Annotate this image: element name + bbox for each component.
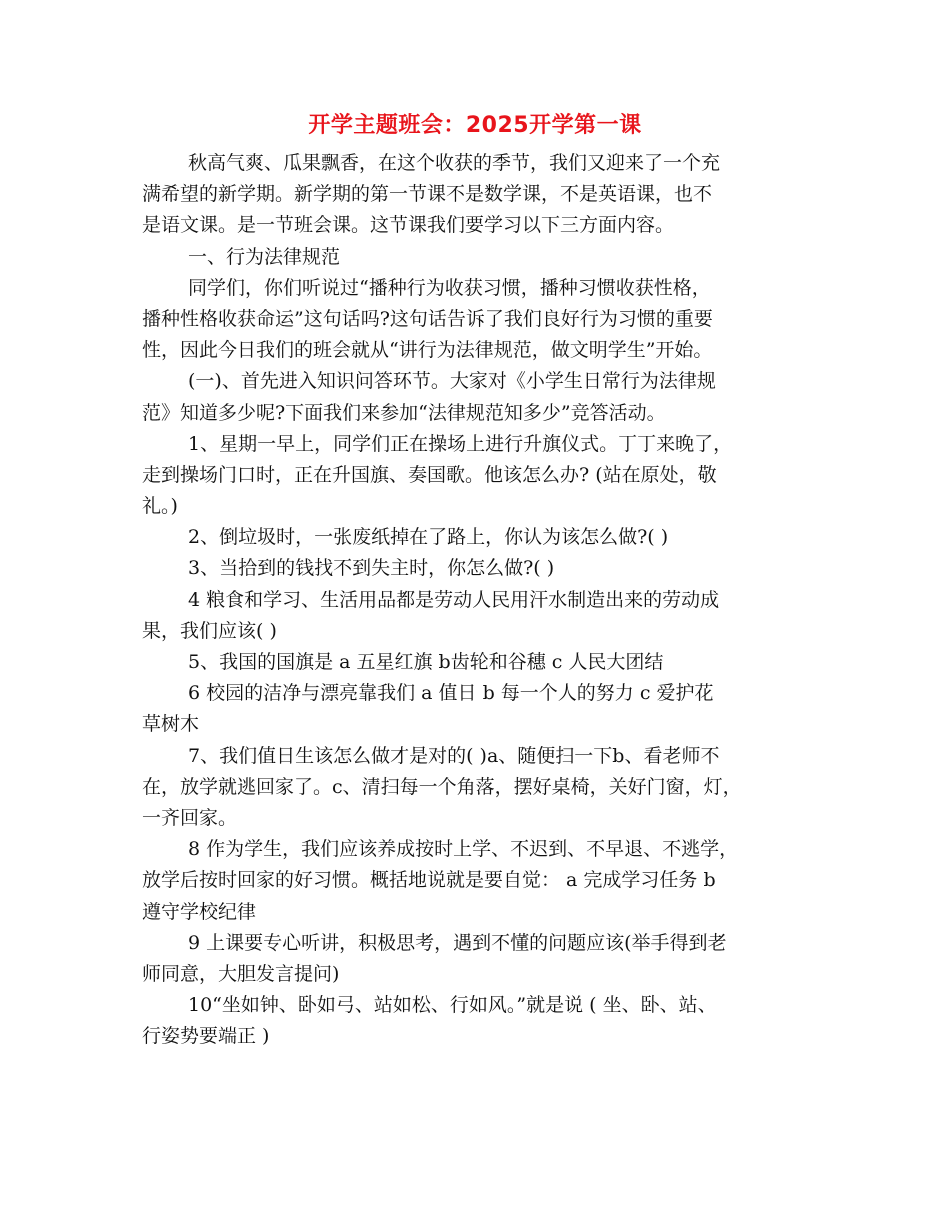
text-line: 4 粮食和学习、生活用品都是劳动人民用汗水制造出来的劳动成 [188, 588, 720, 611]
text-line: (一)、首先进入知识问答环节。大家对《小学生日常行为法律规 [188, 370, 716, 393]
text-line: 同学们，你们听说过“播种行为收获习惯，播种习惯收获性格， [188, 276, 711, 299]
text-line: 10“坐如钟、卧如弓、站如松、行如风。”就是说 ( 坐、卧、站、 [188, 994, 717, 1017]
text-line: 是语文课。是一节班会课。这节课我们要学习以下三方面内容。 [142, 214, 675, 237]
text-line: 一齐回家。 [142, 806, 238, 829]
text-line: 播种性格收获命运”这句话吗?这句话告诉了我们良好行为习惯的重要 [142, 307, 713, 330]
text-line: 果，我们应该( ) [142, 619, 277, 642]
text-line: 遵守学校纪律 [142, 900, 257, 923]
text-line: 范》知道多少呢?下面我们来参加“法律规范知多少”竞答活动。 [142, 401, 666, 424]
text-line: 满希望的新学期。新学期的第一节课不是数学课，不是英语课，也不 [142, 183, 713, 206]
text-line: 9 上课要专心听讲，积极思考，遇到不懂的问题应该(举手得到老 [188, 931, 727, 954]
text-line: 5、我国的国旗是 a 五星红旗 b齿轮和谷穗 c 人民大团结 [188, 651, 664, 673]
text-line: 行姿势要端正 ) [142, 1025, 270, 1048]
text-line: 3、当拾到的钱找不到失主时，你怎么做?( ) [188, 557, 555, 580]
text-line: 草树木 [142, 713, 200, 736]
text-line: 走到操场门口时，正在升国旗、奏国歌。他该怎么办? (站在原处，敬 [142, 463, 717, 486]
text-line: 放学后按时回家的好习惯。概括地说就是要自觉： a 完成学习任务 b [142, 869, 716, 892]
text-line: 2、倒垃圾时，一张废纸掉在了路上，你认为该怎么做?( ) [188, 526, 669, 549]
text-line: 一、行为法律规范 [188, 245, 341, 268]
text-line: 6 校园的洁净与漂亮靠我们 a 值日 b 每一个人的努力 c 爱护花 [188, 682, 714, 705]
text-line: 1、星期一早上，同学们正在操场上进行升旗仪式。丁丁来晚了， [188, 432, 733, 455]
text-line: 性，因此今日我们的班会就从“讲行为法律规范，做文明学生”开始。 [142, 339, 713, 362]
text-line: 师同意，大胆发言提问) [142, 962, 340, 985]
text-line: 在，放学就逃回家了。c、清扫每一个角落，摆好桌椅，关好门窗，灯， [142, 775, 742, 798]
text-line: 礼。) [142, 495, 178, 518]
text-line: 7、我们值日生该怎么做才是对的( )a、随便扫一下b、看老师不 [188, 744, 720, 767]
text-line: 8 作为学生，我们应该养成按时上学、不迟到、不早退、不逃学， [188, 838, 739, 861]
text-line: 秋高气爽、瓜果飘香，在这个收获的季节，我们又迎来了一个充 [188, 152, 721, 174]
document-title: 开学主题班会：2025开学第一课 [308, 113, 642, 138]
document-body [142, 148, 807, 1052]
